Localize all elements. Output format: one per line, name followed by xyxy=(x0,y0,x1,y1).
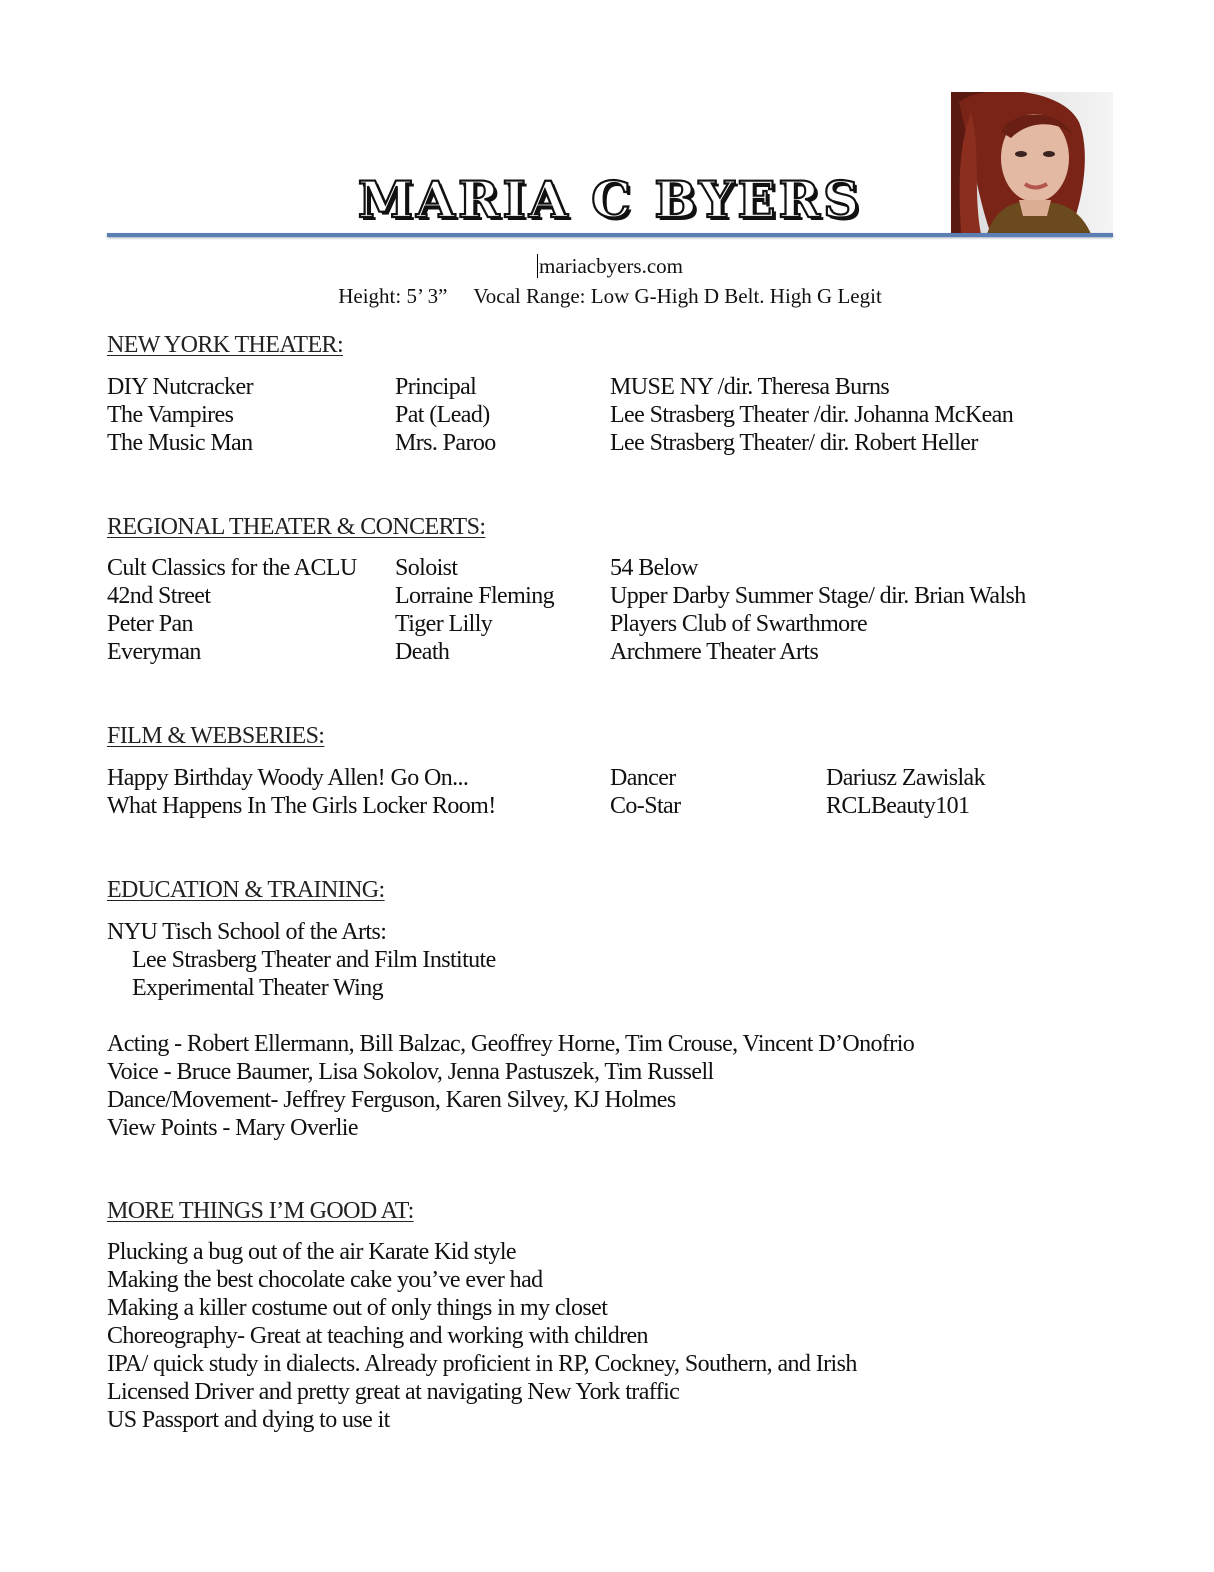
credit-venue: Upper Darby Summer Stage/ dir. Brian Walsh xyxy=(610,583,1026,609)
program-item: Lee Strasberg Theater and Film Institute xyxy=(132,947,496,973)
credit-show: Peter Pan xyxy=(107,611,193,637)
skill-item: Making a killer costume out of only things in my closet xyxy=(107,1295,608,1321)
training-item: View Points - Mary Overlie xyxy=(107,1115,358,1141)
credit-show: Cult Classics for the ACLU xyxy=(107,555,357,581)
credit-venue: Lee Strasberg Theater/ dir. Robert Heller xyxy=(610,430,978,456)
section-heading-education: EDUCATION & TRAINING: xyxy=(107,877,385,903)
credit-director: Dariusz Zawislak xyxy=(826,765,986,791)
credit-show: The Vampires xyxy=(107,402,234,428)
school-name: NYU Tisch School of the Arts: xyxy=(107,919,387,945)
credit-role: Tiger Lilly xyxy=(395,611,493,637)
skill-item: Plucking a bug out of the air Karate Kid style xyxy=(107,1239,516,1265)
training-item: Voice - Bruce Baumer, Lisa Sokolov, Jenna Pastuszek, Tim Russell xyxy=(107,1059,714,1085)
credit-title: Happy Birthday Woody Allen! Go On... xyxy=(107,765,469,791)
section-heading-new-york: NEW YORK THEATER: xyxy=(107,332,344,358)
credit-venue: Players Club of Swarthmore xyxy=(610,611,868,637)
credit-show: Everyman xyxy=(107,639,201,665)
credit-venue: MUSE NY /dir. Theresa Burns xyxy=(610,374,890,400)
header-rule xyxy=(107,233,1113,237)
website-link[interactable]: mariacbyers.com xyxy=(538,254,684,278)
credit-title: What Happens In The Girls Locker Room! xyxy=(107,793,496,819)
section-heading-film: FILM & WEBSERIES: xyxy=(107,723,325,749)
training-item: Dance/Movement- Jeffrey Ferguson, Karen Silvey, KJ Holmes xyxy=(107,1087,676,1113)
skill-item: Choreography- Great at teaching and working with children xyxy=(107,1323,648,1349)
credit-role: Soloist xyxy=(395,555,458,581)
credit-director: RCLBeauty101 xyxy=(826,793,970,819)
website-line xyxy=(107,252,1113,280)
section-heading-skills: MORE THINGS I’M GOOD AT: xyxy=(107,1198,414,1224)
section-heading-regional: REGIONAL THEATER & CONCERTS: xyxy=(107,514,486,540)
skill-item: IPA/ quick study in dialects. Already proficient in RP, Cockney, Southern, and Irish xyxy=(107,1351,857,1377)
credit-venue: Lee Strasberg Theater /dir. Johanna McKean xyxy=(610,402,1014,428)
credit-venue: Archmere Theater Arts xyxy=(610,639,819,665)
applicant-name: MARIA C BYERS xyxy=(357,170,863,229)
credit-role: Pat (Lead) xyxy=(395,402,490,428)
credit-role: Death xyxy=(395,639,450,665)
height-vocal-range: Height: 5’ 3” Vocal Range: Low G-High D Belt. High G Legit xyxy=(338,284,882,308)
credit-role: Co-Star xyxy=(610,793,681,819)
skill-item: Making the best chocolate cake you’ve ever had xyxy=(107,1267,543,1293)
skill-item: US Passport and dying to use it xyxy=(107,1407,390,1433)
text-cursor xyxy=(537,254,538,278)
program-item: Experimental Theater Wing xyxy=(132,975,384,1001)
credit-role: Mrs. Paroo xyxy=(395,430,496,456)
credit-role: Dancer xyxy=(610,765,676,791)
credit-show: DIY Nutcracker xyxy=(107,374,253,400)
credit-venue: 54 Below xyxy=(610,555,698,581)
training-item: Acting - Robert Ellermann, Bill Balzac, Geoffrey Horne, Tim Crouse, Vincent D’Onofrio xyxy=(107,1031,915,1057)
credit-show: The Music Man xyxy=(107,430,253,456)
skill-item: Licensed Driver and pretty great at navigating New York traffic xyxy=(107,1379,680,1405)
credit-role: Principal xyxy=(395,374,477,400)
credit-show: 42nd Street xyxy=(107,583,211,609)
credit-role: Lorraine Fleming xyxy=(395,583,555,609)
